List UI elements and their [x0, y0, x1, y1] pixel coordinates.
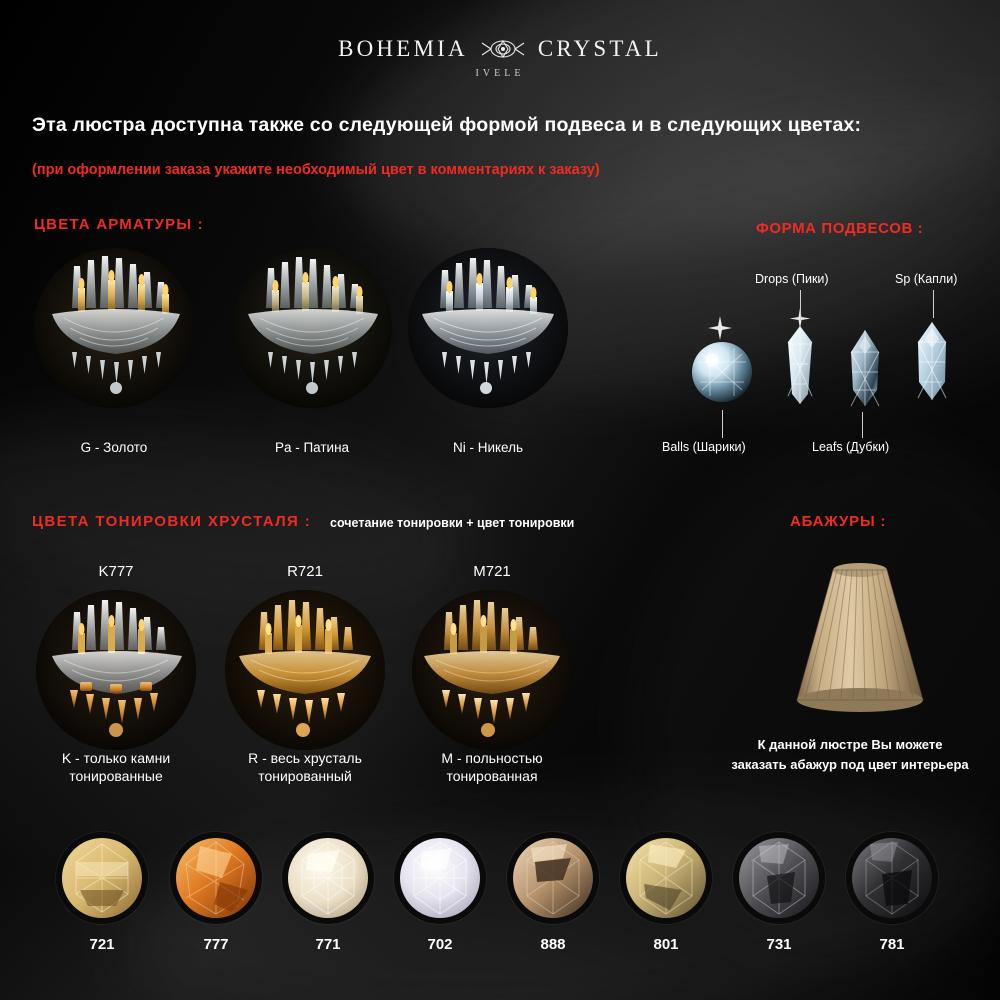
- armature-caption-nickel: Ni - Никель: [452, 440, 524, 455]
- swatch-code-781: 781: [879, 936, 905, 953]
- brand-logo: [0, 34, 1000, 79]
- sp-crystal-icon: [918, 322, 946, 400]
- swatch-731: [729, 832, 829, 953]
- tint-caption-r721: [205, 750, 405, 785]
- swatch-code-888: 888: [540, 936, 566, 953]
- lamp-shade-image: [745, 548, 975, 738]
- section-tint-note: сочетание тонировки + цвет тонировки: [330, 516, 575, 530]
- swatch-code-771: 771: [315, 936, 341, 953]
- tint-photo-r721: [225, 590, 385, 750]
- tint-code-r721: R721: [287, 563, 323, 580]
- armature-caption-patina: Pa - Патина: [274, 440, 350, 455]
- tint-caption-m721-line1: M - польностью: [441, 750, 543, 766]
- crystal-ornament-icon: [480, 34, 526, 64]
- tint-caption-m721: [392, 750, 592, 785]
- leader-line-balls: [722, 410, 723, 438]
- pendant-label-drops: Drops (Пики): [755, 272, 829, 286]
- brand-subtitle: IVELE: [475, 68, 525, 79]
- shade-note: [700, 735, 1000, 774]
- order-note: (при оформлении заказа укажите необходимый цвет в комментариях к заказу): [32, 162, 600, 178]
- swatch-code-702: 702: [427, 936, 453, 953]
- swatch-gem-771: [282, 832, 374, 924]
- swatch-781: [842, 832, 942, 953]
- section-shade-title: АБАЖУРЫ :: [790, 513, 887, 530]
- swatch-gem-777: [170, 832, 262, 924]
- armature-photo-nickel: [408, 248, 568, 408]
- swatch-code-721: 721: [89, 936, 115, 953]
- shade-note-line2: заказать абажур под цвет интерьера: [731, 756, 969, 772]
- brand-word-right: CRYSTAL: [537, 36, 662, 61]
- swatch-801: [616, 832, 716, 953]
- tint-code-k777: K777: [98, 563, 134, 580]
- pendant-crystals-group: [660, 300, 990, 430]
- section-pendant-title: ФОРМА ПОДВЕСОВ :: [756, 220, 924, 237]
- armature-photo-patina: [232, 248, 392, 408]
- swatch-gem-888: [507, 832, 599, 924]
- ball-crystal-icon: [692, 316, 752, 402]
- tint-caption-r721-line1: R - весь хрусталь: [248, 750, 362, 766]
- tint-photo-m721: [412, 590, 572, 750]
- leader-line-drops: [800, 290, 801, 320]
- brand-word-left: BOHEMIA: [338, 36, 468, 61]
- armature-caption-gold: G - Золото: [80, 440, 148, 455]
- swatch-gem-721: [56, 832, 148, 924]
- tint-caption-k777-line2: тонированные: [69, 767, 163, 784]
- swatch-code-777: 777: [203, 936, 229, 953]
- leader-line-leafs: [862, 412, 863, 438]
- tint-photo-k777: [36, 590, 196, 750]
- tint-caption-k777: [16, 750, 216, 785]
- drop-crystal-icon: [788, 308, 812, 404]
- section-tint-title: ЦВЕТА ТОНИРОВКИ ХРУСТАЛЯ :: [32, 513, 312, 530]
- swatch-888: [503, 832, 603, 953]
- swatch-721: [52, 832, 152, 953]
- swatch-code-801: 801: [653, 936, 679, 953]
- shade-note-line1: К данной люстре Вы можете: [757, 737, 943, 752]
- swatch-gem-801: [620, 832, 712, 924]
- tint-caption-m721-line2: тонированная: [446, 767, 538, 784]
- swatch-gem-731: [733, 832, 825, 924]
- pendant-label-balls: Balls (Шарики): [662, 440, 746, 454]
- swatch-771: [278, 832, 378, 953]
- leader-line-sp: [933, 290, 934, 318]
- swatch-code-731: 731: [766, 936, 792, 953]
- swatch-777: [166, 832, 266, 953]
- page-title: Эта люстра доступна также со следующей формой подвеса и в следующих цветах:: [32, 114, 862, 136]
- crystal-color-swatches: [0, 832, 1000, 992]
- swatch-gem-702: [394, 832, 486, 924]
- tint-caption-k777-line1: K - только камни: [61, 750, 171, 766]
- armature-photo-gold: [34, 248, 194, 408]
- section-armature-title: ЦВЕТА АРМАТУРЫ :: [34, 216, 204, 233]
- tint-caption-r721-line2: тонированный: [258, 767, 352, 784]
- pendant-label-sp: Sp (Капли): [895, 272, 958, 286]
- pendant-label-leafs: Leafs (Дубки): [812, 440, 890, 454]
- tint-code-m721: M721: [473, 563, 511, 580]
- swatch-gem-781: [846, 832, 938, 924]
- leaf-crystal-icon: [851, 330, 879, 406]
- swatch-702: [390, 832, 490, 953]
